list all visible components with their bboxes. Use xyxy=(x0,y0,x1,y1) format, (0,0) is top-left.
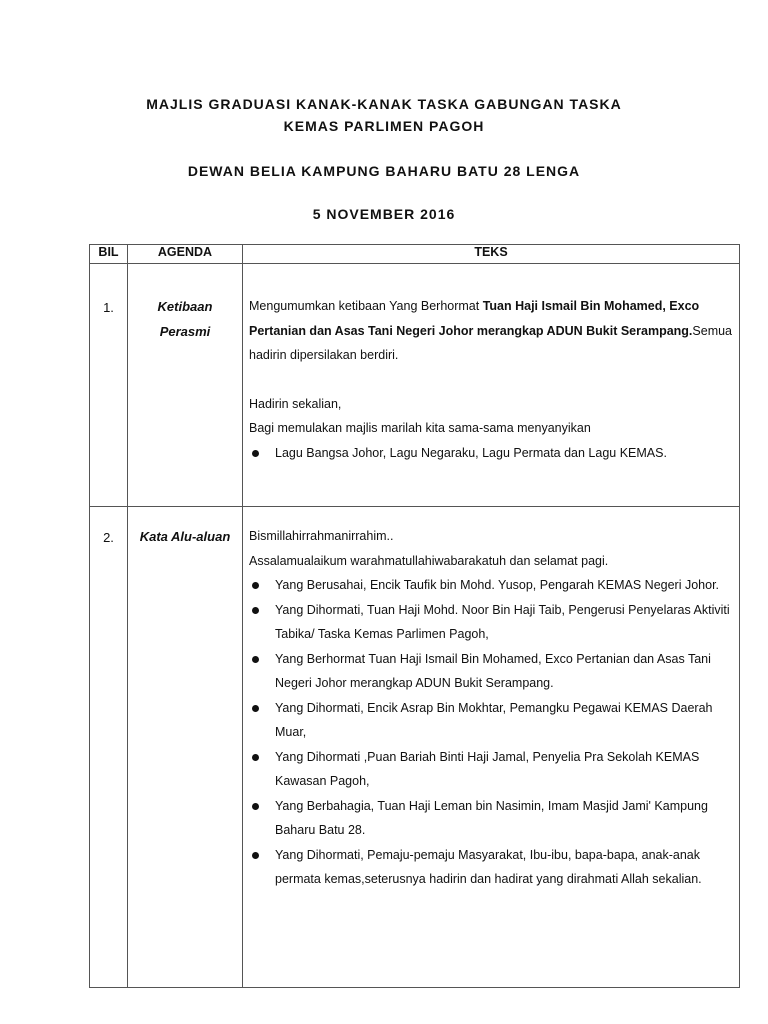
agenda-label-line-1: Kata Alu-aluan xyxy=(139,529,231,544)
table-row xyxy=(90,264,740,507)
bullet-icon xyxy=(252,656,259,663)
list-item-text: Yang Dihormati, Encik Asrap Bin Mokhtar, Pemangku Pegawai KEMAS Daerah Muar, xyxy=(275,700,713,739)
row-number: 1. xyxy=(90,264,128,507)
list-item-text: Yang Berbahagia, Tuan Haji Leman bin Nasimin, Imam Masjid Jami' Kampung Baharu Batu 28. xyxy=(275,798,708,837)
table-header-row xyxy=(90,245,740,264)
list-item-text: Yang Berhormat Tuan Haji Ismail Bin Mohamed, Exco Pertanian dan Asas Tani Negeri Johor merangkap ADUN Bukit Serampang. xyxy=(275,651,711,690)
list-item xyxy=(249,745,733,794)
list-item xyxy=(249,843,733,892)
list-item xyxy=(249,647,733,696)
list-item xyxy=(249,441,733,466)
salutation-line: Assalamualaikum warahmatullahiwabarakatuh dan selamat pagi. xyxy=(249,553,609,568)
agenda-label-line-1: Ketibaan xyxy=(157,299,213,314)
list-item-text: Yang Berusahai, Encik Taufik bin Mohd. Yusop, Pengarah KEMAS Negeri Johor. xyxy=(275,578,720,592)
bullet-icon xyxy=(252,607,259,614)
agenda-label-line-2: Perasmi xyxy=(159,324,211,339)
bullet-icon xyxy=(252,450,259,457)
bullet-icon xyxy=(252,705,259,712)
list-item xyxy=(249,598,733,647)
list-item-text: Lagu Bangsa Johor, Lagu Negaraku, Lagu Permata dan Lagu KEMAS. xyxy=(275,445,667,460)
list-item xyxy=(249,794,733,843)
agenda-item xyxy=(128,507,243,988)
bullet-icon xyxy=(252,582,259,589)
announcement-paragraph xyxy=(249,294,733,368)
header-agenda: AGENDA xyxy=(128,245,243,264)
row-number: 2. xyxy=(90,507,128,988)
date-heading: 5 NOVEMBER 2016 xyxy=(312,206,456,222)
greeting-line: Hadirin sekalian, xyxy=(249,396,342,411)
bullet-icon xyxy=(252,754,259,761)
opening-line: Bismillahirrahmanirrahim.. xyxy=(249,529,394,543)
list-item-text: Yang Dihormati, Tuan Haji Mohd. Noor Bin Haji Taib, Pengerusi Penyelaras Aktiviti Tabika/ Taska Kemas Parlimen Pagoh, xyxy=(275,602,730,641)
agenda-text xyxy=(243,264,740,507)
intro-line: Bagi memulakan majlis marilah kita sama-sama menyanyikan xyxy=(249,421,591,435)
agenda-item xyxy=(128,264,243,507)
announcement-lead: Mengumumkan ketibaan Yang Berhormat xyxy=(249,299,483,313)
list-item-text: Yang Dihormati ,Puan Bariah Binti Haji Jamal, Penyelia Pra Sekolah KEMAS Kawasan Pagoh, xyxy=(275,749,700,788)
table-row xyxy=(90,507,740,988)
dignitary-list xyxy=(249,573,733,892)
header-bil: BIL xyxy=(90,245,128,264)
title-line-1: MAJLIS GRADUASI KANAK-KANAK TASKA GABUNGAN TASKA xyxy=(146,96,622,112)
list-item-text: Yang Dihormati, Pemaju-pemaju Masyarakat, Ibu-ibu, bapa-bapa, anak-anak permata kemas,seterusnya hadirin dan hadirat yang dirahmati Allah sekalian. xyxy=(275,847,702,886)
song-list xyxy=(249,441,733,466)
bullet-icon xyxy=(252,852,259,859)
agenda-table xyxy=(89,244,740,988)
venue-heading: DEWAN BELIA KAMPUNG BAHARU BATU 28 LENGA xyxy=(187,163,581,179)
title-line-2: KEMAS PARLIMEN PAGOH xyxy=(283,118,485,134)
agenda-text xyxy=(243,507,740,988)
header-teks: TEKS xyxy=(243,245,740,264)
list-item xyxy=(249,573,733,598)
list-item xyxy=(249,696,733,745)
bullet-icon xyxy=(252,803,259,810)
guest-of-honour: Tuan Haji Ismail Bin Mohamed, Exco Pertanian dan Asas Tani Negeri Johor merangkap ADUN Bukit Serampang. xyxy=(249,299,700,338)
announcement-tail: Semua hadirin dipersilakan berdiri. xyxy=(249,323,733,362)
